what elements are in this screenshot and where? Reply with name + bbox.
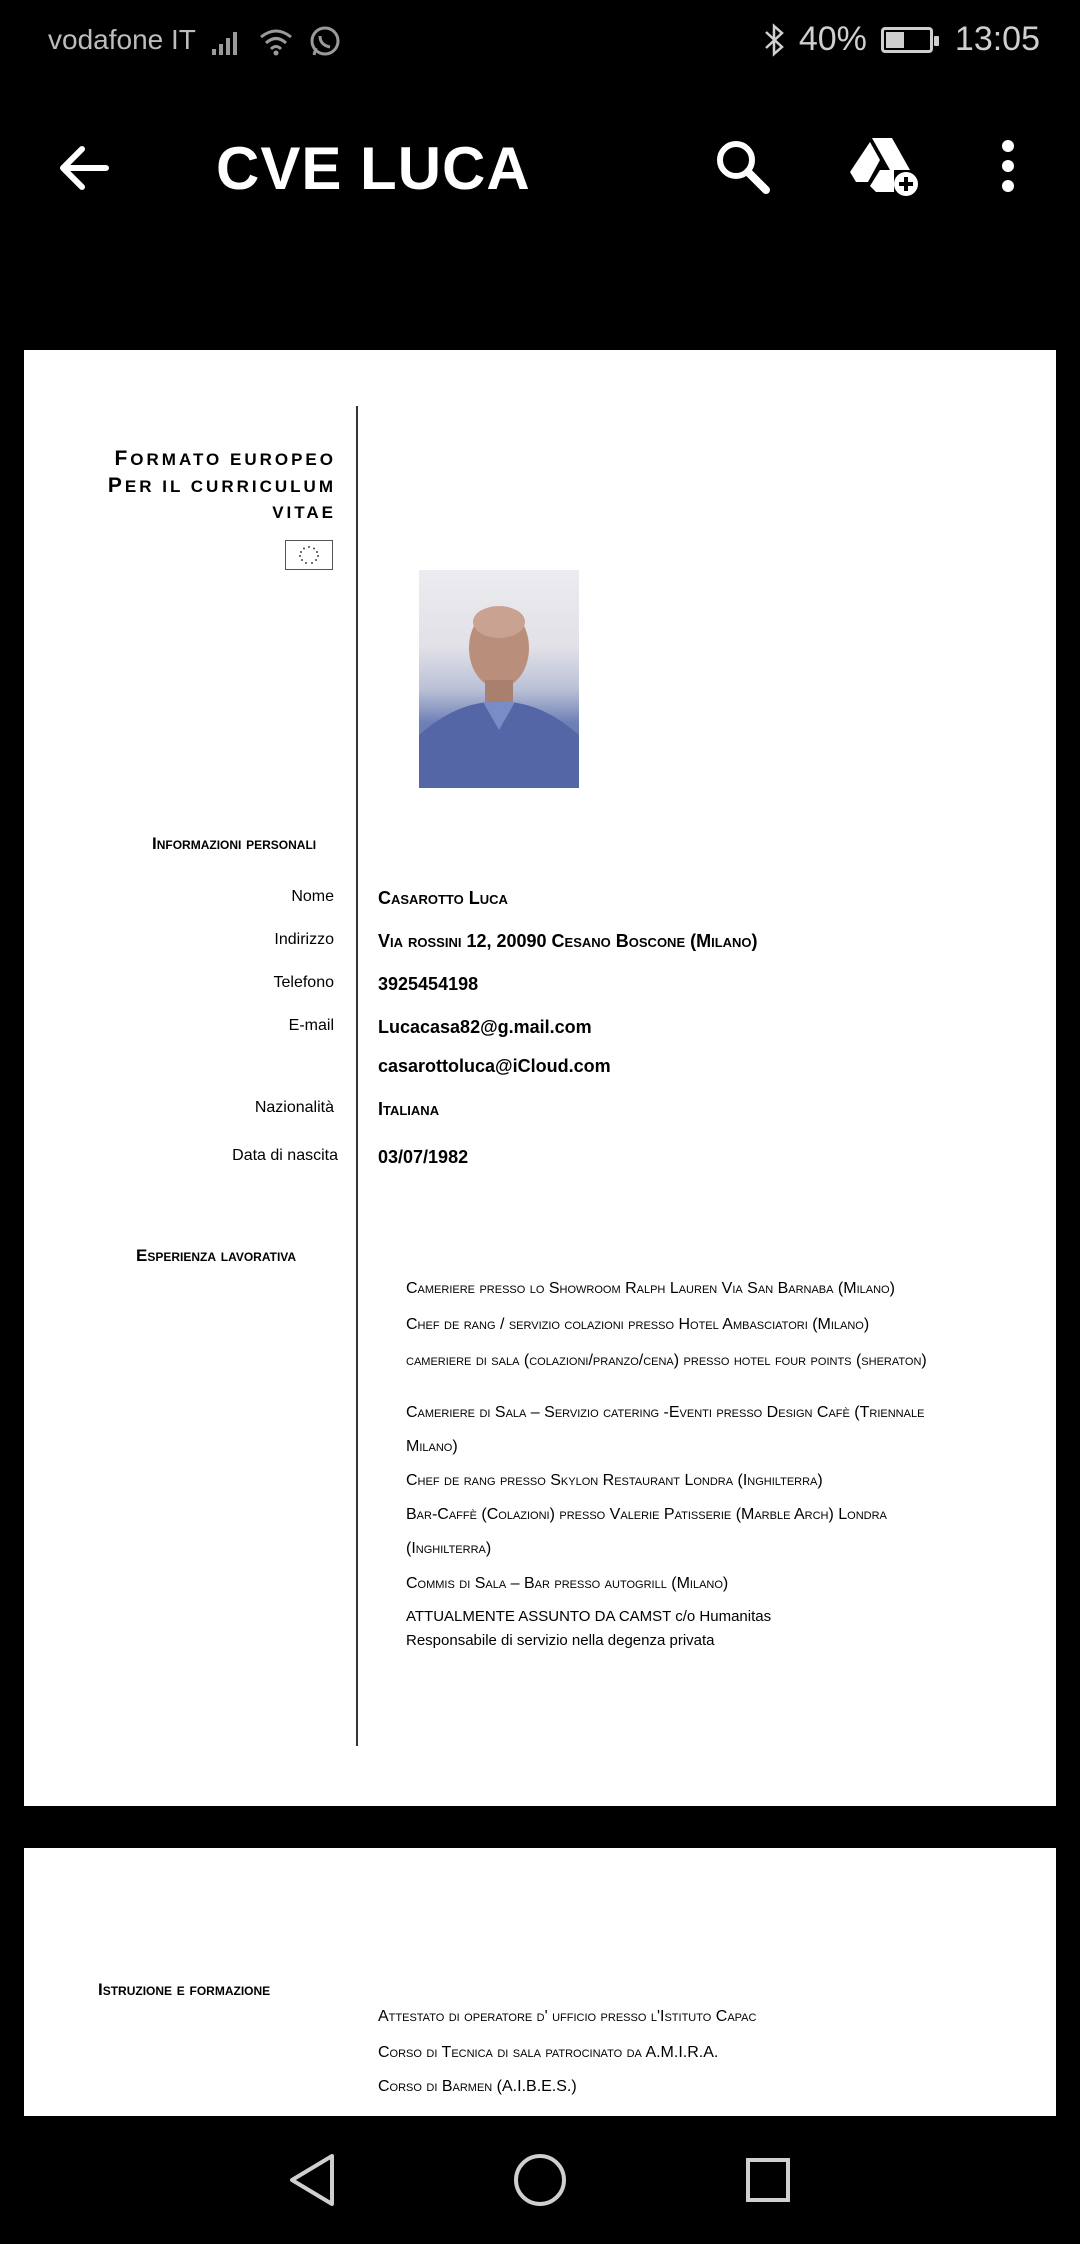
nav-recents-button[interactable] xyxy=(736,2148,800,2212)
experience-heading: Esperienza lavorativa xyxy=(136,1246,297,1265)
document-page-1[interactable] xyxy=(24,350,1056,1806)
document-page-2[interactable] xyxy=(24,1848,1056,2116)
header-line-1: FORMATO EUROPEO xyxy=(114,447,336,470)
status-icons-right xyxy=(763,20,1040,59)
header-line-2: PER IL CURRICULUM xyxy=(107,474,336,497)
nav-home-icon xyxy=(508,2148,572,2212)
personal-info-heading: Informazioni personali xyxy=(152,834,317,853)
education-line: Corso di Barmen (A.I.B.E.S.) xyxy=(378,2078,577,2095)
clock: 13:05 xyxy=(954,20,1040,58)
indirizzo-label: Indirizzo xyxy=(274,931,334,948)
current-job-line: ATTUALMENTE ASSUNTO DA CAMST c/o Humanitas xyxy=(406,1608,772,1625)
back-arrow-icon xyxy=(52,136,116,200)
indirizzo-value: Via rossini 12, 20090 Cesano Boscone (Milano) xyxy=(378,931,758,951)
experience-line: Chef de rang / servizio colazioni presso Hotel Ambasciatori (Milano) xyxy=(406,1316,870,1333)
header-line-3: VITAE xyxy=(272,503,336,522)
battery-icon xyxy=(881,27,933,53)
column-divider xyxy=(356,406,358,1746)
nome-label: Nome xyxy=(291,888,334,905)
nav-back-button[interactable] xyxy=(282,2148,346,2212)
status-icons-left xyxy=(210,24,342,60)
wifi-icon xyxy=(258,27,294,57)
nazionalita-label: Nazionalità xyxy=(254,1099,334,1116)
signal-icon xyxy=(210,27,244,57)
drive-add-icon xyxy=(850,134,920,198)
nome-value: Casarotto Luca xyxy=(378,888,508,908)
whatsapp-icon xyxy=(308,25,342,59)
nav-home-button[interactable] xyxy=(508,2148,572,2212)
search-icon xyxy=(710,134,774,198)
add-to-drive-button[interactable] xyxy=(850,134,914,198)
email-value-1: Lucacasa82@g.mail.com xyxy=(378,1017,592,1037)
experience-line: Chef de rang presso Skylon Restaurant Londra (Inghilterra) xyxy=(406,1472,823,1489)
profile-photo xyxy=(419,570,579,788)
nascita-value: 03/07/1982 xyxy=(378,1147,469,1167)
experience-line: Bar-Caffè (Colazioni) presso Valerie Patisserie (Marble Arch) Londra xyxy=(406,1506,887,1523)
email-label: E-mail xyxy=(288,1017,334,1034)
telefono-label: Telefono xyxy=(273,974,334,991)
experience-line: Cameriere presso lo Showroom Ralph Lauren Via San Barnaba (Milano) xyxy=(406,1280,895,1297)
education-line: Corso di Tecnica di sala patrocinato da A.M.I.R.A. xyxy=(378,2044,719,2061)
experience-line: cameriere di sala (colazioni/pranzo/cena) presso hotel four points (sheraton) xyxy=(406,1352,927,1369)
telefono-value: 3925454198 xyxy=(378,974,479,994)
document-title: CVE LUCA xyxy=(216,135,531,202)
nav-back-icon xyxy=(282,2148,346,2212)
email-value-2: casarottoluca@iCloud.com xyxy=(378,1056,611,1076)
current-job-line: Responsabile di servizio nella degenza privata xyxy=(406,1632,715,1649)
experience-line: Cameriere di Sala – Servizio catering -Eventi presso Design Cafè (Triennale xyxy=(406,1404,925,1421)
navigation-bar xyxy=(0,2116,1080,2244)
experience-line: (Inghilterra) xyxy=(406,1540,492,1557)
app-bar xyxy=(0,86,1080,256)
battery-percent: 40% xyxy=(798,20,867,58)
bluetooth-icon xyxy=(763,23,785,57)
nav-recents-icon xyxy=(736,2148,800,2212)
education-heading: Istruzione e formazione xyxy=(98,1980,271,1999)
nazionalita-value: Italiana xyxy=(378,1099,440,1119)
eu-flag-icon xyxy=(285,540,333,570)
more-vert-icon xyxy=(988,134,1028,198)
back-button[interactable] xyxy=(52,136,116,200)
europass-header xyxy=(108,446,336,526)
experience-line: Commis di Sala – Bar presso autogrill (Milano) xyxy=(406,1575,729,1592)
nascita-label: Data di nascita xyxy=(232,1147,338,1164)
search-button[interactable] xyxy=(710,134,774,198)
more-options-button[interactable] xyxy=(988,134,1052,198)
experience-line: Milano) xyxy=(406,1438,458,1455)
status-bar xyxy=(0,0,1080,86)
education-line: Attestato di operatore d' ufficio presso l'Istituto Capac xyxy=(378,2008,757,2025)
carrier-name: vodafone IT xyxy=(48,24,196,55)
battery-fill xyxy=(886,32,904,48)
